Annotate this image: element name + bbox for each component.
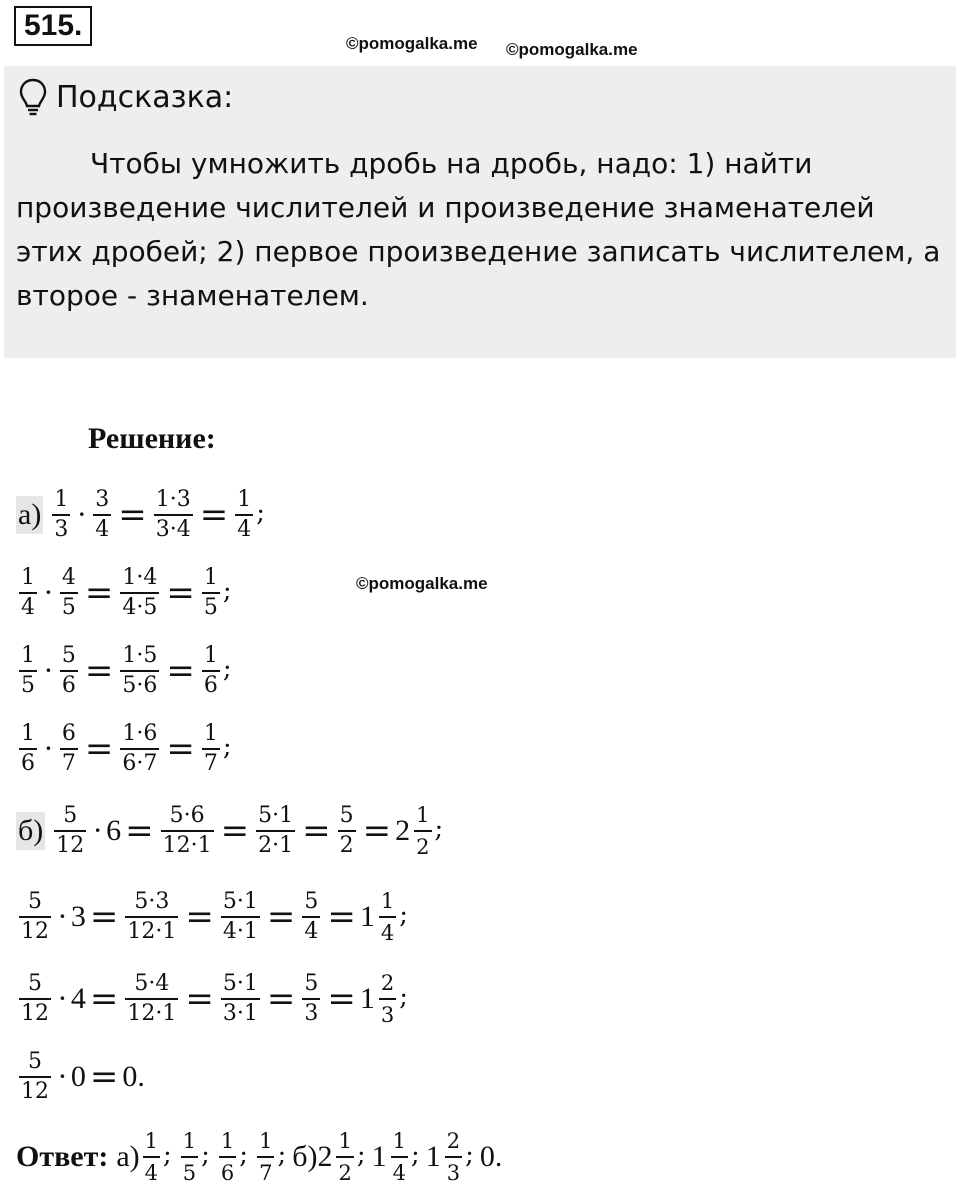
numerator: 1 (392, 1129, 406, 1153)
denominator: 2 (336, 1156, 353, 1185)
numerator: 1 (203, 643, 218, 668)
whole-part: 2 (395, 814, 411, 847)
equals-sign: = (185, 897, 214, 937)
solution-row-b (16, 882, 414, 952)
equals-sign: = (327, 897, 356, 937)
equals-sign: = (84, 651, 114, 691)
denominator: 12 (19, 1076, 51, 1103)
fraction (60, 645, 78, 697)
numerator: 1 (21, 643, 35, 668)
equals-sign: = (327, 979, 356, 1019)
denominator: 4 (391, 1156, 408, 1185)
denominator: 5·6 (120, 670, 159, 697)
equals-sign: = (84, 729, 114, 769)
fraction (221, 891, 260, 943)
multiplier: 4 (70, 982, 86, 1015)
result: 0 (122, 1060, 138, 1093)
times-sign: · (93, 814, 103, 847)
semicolon: ; (222, 654, 232, 684)
answer-part-a-label: а) (116, 1140, 140, 1173)
equals-sign: = (220, 811, 250, 851)
denominator: 3 (52, 514, 70, 541)
semicolon: ; (399, 982, 409, 1012)
denominator: 4·1 (221, 916, 260, 943)
numerator: 1 (237, 487, 252, 512)
numerator: 5·3 (134, 889, 170, 914)
solution-row-a (16, 558, 238, 628)
fraction (19, 645, 37, 697)
numerator: 2 (446, 1129, 461, 1153)
denominator: 2 (414, 830, 431, 859)
solution-row-a (16, 480, 271, 550)
fraction (221, 973, 260, 1025)
fraction (202, 645, 220, 697)
equals-sign: = (84, 573, 114, 613)
denominator: 6 (60, 670, 78, 697)
denominator: 3·4 (154, 514, 193, 541)
semicolon: ; (201, 1140, 210, 1170)
fraction (93, 489, 111, 541)
fraction (338, 805, 356, 857)
denominator: 4 (19, 592, 37, 619)
fraction (19, 973, 51, 1025)
solution-row-b (16, 1042, 145, 1112)
times-sign: · (44, 576, 53, 609)
watermark: ©pomogalka.me (346, 34, 478, 53)
answer-label: Ответ: (16, 1140, 109, 1173)
semicolon: ; (163, 1140, 172, 1170)
fraction (256, 805, 295, 857)
fraction (181, 1129, 198, 1185)
semicolon: ; (239, 1140, 249, 1170)
equals-sign: = (166, 573, 195, 613)
equals-sign: = (199, 495, 229, 535)
fraction (125, 973, 178, 1025)
equals-sign: = (89, 897, 119, 937)
fraction (120, 567, 159, 619)
hint-header (18, 78, 233, 116)
numerator: 1 (203, 721, 218, 746)
denominator: 5 (60, 592, 78, 619)
times-sign: · (58, 900, 67, 933)
numerator: 1 (144, 1129, 159, 1153)
denominator: 4 (235, 514, 253, 541)
denominator: 12·1 (125, 998, 178, 1025)
denominator: 5 (19, 670, 37, 697)
solution-row-b (16, 964, 414, 1034)
numerator: 1 (182, 1129, 197, 1153)
hint-box (4, 66, 956, 358)
fraction (60, 567, 78, 619)
period: . (137, 1060, 145, 1093)
semicolon: ; (277, 1140, 287, 1170)
equals-sign: = (125, 811, 154, 851)
fraction (379, 971, 396, 1027)
times-sign: · (58, 982, 67, 1015)
numerator: 5 (339, 803, 354, 828)
answer-last: 0 (479, 1140, 495, 1173)
fraction (202, 723, 220, 775)
denominator: 5 (202, 592, 220, 619)
fraction (379, 889, 396, 945)
semicolon: ; (222, 576, 232, 606)
denominator: 12·1 (161, 830, 214, 857)
fraction (19, 723, 37, 775)
numerator: 1 (380, 889, 395, 913)
solution-row-b (16, 796, 449, 866)
numerator: 5 (28, 889, 42, 914)
numerator: 1·4 (122, 565, 158, 590)
numerator: 4 (61, 565, 76, 590)
whole-part: 1 (371, 1140, 387, 1173)
numerator: 1·6 (122, 721, 158, 746)
equals-sign: = (302, 811, 331, 851)
multiplier: 0 (70, 1060, 86, 1093)
numerator: 1 (203, 565, 218, 590)
denominator: 4 (379, 916, 396, 945)
semicolon: ; (399, 900, 409, 930)
denominator: 3 (302, 998, 320, 1025)
equals-sign: = (166, 729, 195, 769)
part-label-a: а) (16, 496, 43, 534)
denominator: 12 (19, 998, 51, 1025)
multiplier: 3 (70, 900, 86, 933)
fraction (60, 723, 78, 775)
fraction (120, 645, 159, 697)
watermark: ©pomogalka.me (506, 40, 638, 59)
denominator: 2 (338, 830, 356, 857)
numerator: 1·5 (122, 643, 158, 668)
equals-sign: = (266, 979, 296, 1019)
equals-sign: = (185, 979, 214, 1019)
denominator: 7 (202, 748, 220, 775)
solution-row-a (16, 714, 238, 784)
denominator: 7 (257, 1156, 274, 1185)
fraction (154, 489, 193, 541)
numerator: 1 (416, 803, 430, 827)
fraction (414, 803, 431, 859)
multiplier: 6 (106, 814, 122, 847)
watermark: ©pomogalka.me (356, 574, 488, 593)
denominator: 4 (302, 916, 320, 943)
denominator: 4 (143, 1156, 160, 1185)
fraction (257, 1129, 274, 1185)
semicolon: ; (256, 498, 265, 528)
denominator: 12 (19, 916, 51, 943)
denominator: 12·1 (125, 916, 178, 943)
denominator: 6 (219, 1156, 236, 1185)
denominator: 3 (379, 998, 396, 1027)
denominator: 4 (93, 514, 111, 541)
denominator: 12 (54, 830, 86, 857)
denominator: 2·1 (256, 830, 295, 857)
numerator: 1 (259, 1129, 273, 1153)
equals-sign: = (89, 979, 119, 1019)
whole-part: 1 (425, 1140, 441, 1173)
fraction (143, 1129, 160, 1185)
numerator: 5 (28, 1049, 42, 1074)
numerator: 5 (28, 971, 42, 996)
numerator: 3 (95, 487, 110, 512)
equals-sign: = (362, 811, 392, 851)
denominator: 6 (202, 670, 220, 697)
numerator: 1 (21, 721, 35, 746)
numerator: 1 (21, 565, 35, 590)
fraction (125, 891, 178, 943)
denominator: 6 (19, 748, 37, 775)
answer-part-b-label: б) (292, 1140, 318, 1173)
fraction (235, 489, 253, 541)
whole-part: 2 (317, 1140, 333, 1173)
numerator: 1·3 (155, 487, 191, 512)
semicolon: ; (356, 1140, 366, 1170)
numerator: 5·1 (222, 889, 258, 914)
numerator: 5 (63, 803, 78, 828)
fraction (219, 1129, 236, 1185)
fraction (52, 489, 70, 541)
problem-number: 515. (14, 6, 92, 46)
denominator: 3 (445, 1156, 462, 1185)
answer-line (16, 1122, 502, 1192)
numerator: 5 (304, 971, 319, 996)
numerator: 6 (61, 721, 76, 746)
fraction (302, 973, 320, 1025)
semicolon: ; (410, 1140, 420, 1170)
numerator: 5 (304, 889, 319, 914)
fraction (302, 891, 320, 943)
numerator: 5 (61, 643, 76, 668)
times-sign: · (44, 732, 53, 765)
equals-sign: = (166, 651, 195, 691)
fraction (19, 891, 51, 943)
solution-row-a (16, 636, 238, 706)
semicolon: ; (465, 1140, 474, 1170)
fraction (19, 1051, 51, 1103)
hint-title: Подсказка: (56, 79, 234, 115)
equals-sign: = (89, 1057, 119, 1097)
numerator: 1 (54, 487, 69, 512)
numerator: 5·1 (222, 971, 258, 996)
fraction (445, 1129, 462, 1185)
fraction (391, 1129, 408, 1185)
times-sign: · (44, 654, 53, 687)
denominator: 5 (181, 1156, 198, 1185)
fraction (19, 567, 37, 619)
numerator: 5·6 (169, 803, 205, 828)
denominator: 4·5 (120, 592, 159, 619)
solution-title: Решение: (88, 422, 216, 455)
numerator: 1 (220, 1129, 235, 1153)
equals-sign: = (266, 897, 296, 937)
fraction (161, 805, 214, 857)
period: . (494, 1140, 503, 1173)
fraction (202, 567, 220, 619)
semicolon: ; (222, 732, 232, 762)
whole-part: 1 (359, 900, 375, 933)
part-label-b: б) (16, 812, 45, 850)
fraction (54, 805, 86, 857)
numerator: 1 (338, 1129, 352, 1153)
fraction (120, 723, 159, 775)
whole-part: 1 (359, 982, 375, 1015)
times-sign: · (58, 1060, 67, 1093)
equals-sign: = (118, 495, 147, 535)
times-sign: · (77, 498, 87, 531)
denominator: 7 (60, 748, 78, 775)
hint-text: Чтобы умножить дробь на дробь, надо: 1) найти произведение числителей и произведение знаменателей этих дробей; 2) первое произведение записать числителем, а второе - знаменателем. (16, 147, 941, 312)
denominator: 3·1 (221, 998, 260, 1025)
fraction (336, 1129, 353, 1185)
numerator: 2 (380, 971, 395, 995)
numerator: 5·1 (258, 803, 294, 828)
numerator: 5·4 (134, 971, 170, 996)
denominator: 6·7 (120, 748, 159, 775)
semicolon: ; (434, 814, 444, 844)
lightbulb-icon (18, 78, 48, 116)
